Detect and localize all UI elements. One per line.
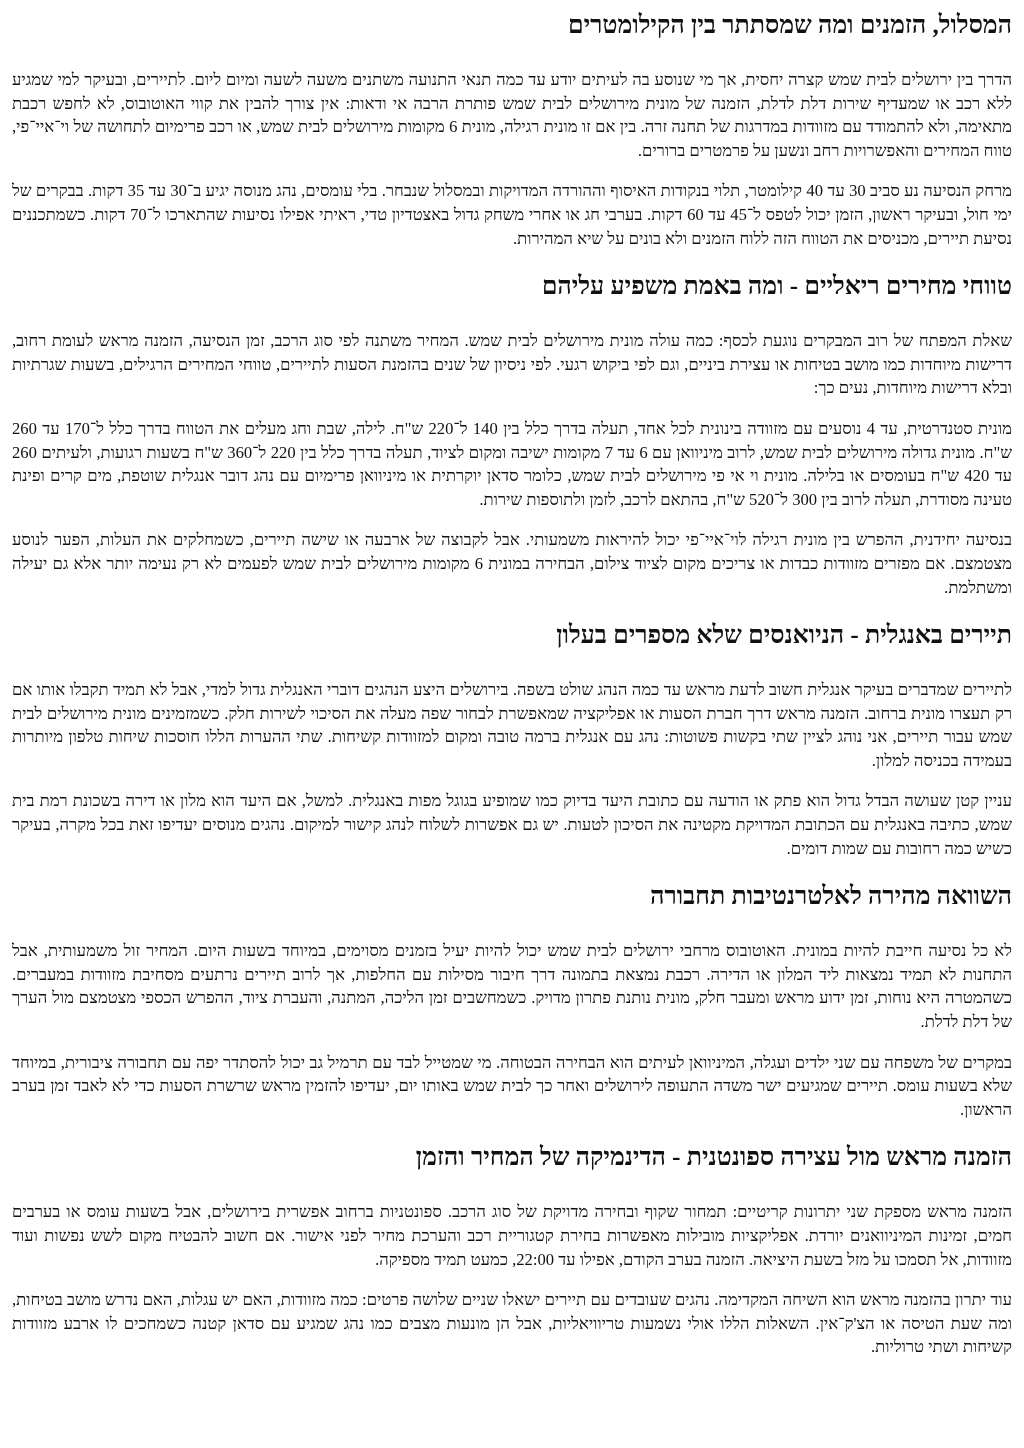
section-english-tourists [12,616,1012,860]
paragraph: לא כל נסיעה חייבת להיות במונית. האוטובוס מרחבי ירושלים לבית שמש יכול להיות יעיל בזמנים מסוימים, במיוחד בשעות היום. המחיר זול משמעותית, אבל התחנות לא תמיד נמצאות ליד המלון או הדירה. רכבת נמצאת בתמונה דרך חיבור מסילות עם החלפות, אך לרוב תיירים נרתעים מסחיבת מזוודות במעברים. כשהמטרה היא נוחות, זמן ידוע מראש ומעבר חלק, מונית נותנת פתרון מדויק. כשמחשבים זמן הליכה, המתנה, והעברת ציוד, ההפרש הכספי מצטמצם מול הערך של דלת לדלת. [12,941,1012,1032]
paragraph: שאלת המפתח של רוב המבקרים נוגעת לכסף: כמה עולה מונית מירושלים לבית שמש. המחיר משתנה לפי סוג הרכב, זמן הנסיעה, הזמנה מראש לעומת רחוב, דרישות מיוחדות כמו מושב בטיחות או עצירת ביניים, וגם לפי ביקוש רגעי. לפי ניסיון של שנים בהזמנת הסעות לתיירים, טווחי המחירים הרגילים, בשעות שגרתיות ובלא דרישות מיוחדות, נעים כך: [12,331,1012,398]
paragraph: בנסיעה יחידנית, ההפרש בין מונית רגילה לוי־איי־פי יכול להיראות משמעותי. אבל לקבוצה של ארבעה או שישה תיירים, כשמחלקים את העלות, הפער לנוסע מצטמצם. אם מפזרים מזוודות כבדות או צריכים מקום לציוד צילום, הבחירה במונית 6 מקומות מירושלים לבית שמש לפעמים לא רק נעימה יותר אלא גם יעילה ומשתלמת. [12,530,1012,597]
paragraph: מונית סטנדרטית, עד 4 נוסעים עם מזוודה בינונית לכל אחד, תעלה בדרך כלל בין 140 ל־220 ש"ח. לילה, שבת וחג מעלים את הטווח בדרך כלל ל־170 עד 260 ש"ח. מונית גדולה מירושלים לבית שמש, לרוב מיניוואן עם 6 עד 7 מקומות ישיבה ומקום לציוד, תעלה בדרך כלל בין 220 ל־360 ש"ח בשעות רגועות, ולעיתים 260 עד 420 ש"ח בעומסים או בלילה. מונית וי אי פי מירושלים לבית שמש, כלומר סדאן יוקרתית או מיניוואן פרימיום עם נהג דובר אנגלית שוטפת, מים קרים ופינת טעינה מסודרת, תעלה לרוב בין 300 ל־520 ש"ח, בהתאם לרכב, לזמן ולתוספות שירות. [12,418,1013,509]
paragraph: הזמנה מראש מספקת שני יתרונות קריטיים: תמחור שקוף ובחירה מדויקת של סוג הרכב. ספונטניות ברחוב אפשרית בירושלים, אבל בשעות עומס או בערבים חמים, זמינות המיניוואנים יורדת. אפליקציות מובילות מאפשרות בחירת קטגוריית רכב והערכת מחיר לפני אישור. אם חשוב להבטיח מקום לשש נפשות ועוד מזוודות, אל תסמכו על מזל בשעת היציאה. הזמנה בערב הקודם, אפילו עד 22:00, כמעט תמיד מספיקה. [12,1202,1012,1269]
section-heading: טווחי מחירים ריאליים - ומה באמת משפיע עליהם [541,273,1012,301]
section-route-times [12,6,1012,250]
section-price-ranges [12,267,1012,599]
section-heading: המסלול, הזמנים ומה שמסתתר בין הקילומטרים [567,12,1012,39]
section-advance-booking [12,1138,1012,1359]
section-transport-alternatives [12,877,1012,1121]
paragraph: עוד יתרון בהזמנה מראש הוא השיחה המקדימה. נהגים שעובדים עם תיירים ישאלו שניים שלושה פרטים: כמה מזוודות, האם יש עגלות, האם נדרש מושב בטיחות, ומה שעת הטיסה או הצ'ק־אין. השאלות הללו אולי נשמעות טריוויאליות, אבל הן מונעות מצבים כמו נהג שמגיע עם סדאן קטנה כשמחכים לו ארבע מזוודות קשיחות ושתי טרוליות. [12,1290,1012,1357]
section-heading: תיירים באנגלית - הניואנסים שלא מספרים בעלון [556,622,1012,650]
paragraph: במקרים של משפחה עם שני ילדים ועגלה, המיניוואן לעיתים הוא הבחירה הבטוחה. מי שמטייל לבד עם תרמיל גב יכול להסתדר יפה עם תחבורה ציבורית, במיוחד שלא בשעות עומס. תיירים שמגיעים ישר משדה התעופה לירושלים ואחר כך לבית שמש באותו יום, יעדיפו להזמין מראש שרשרת הסעות כדי לא לאבד זמן בערב הראשון. [12,1052,1012,1119]
paragraph: הדרך בין ירושלים לבית שמש קצרה יחסית, אך מי שנוסע בה לעיתים יודע עד כמה תנאי התנועה משתנים משעה לשעה ומיום ליום. לתיירים, ובעיקר למי שמגיע ללא רכב או שמעדיף שירות דלת לדלת, הזמנה של מונית מירושלים לבית שמש פותרת הרבה אי ודאות: אין צורך להבין את קווי האוטובוס, לא לחפש רכבת מתאימה, ולא להתמודד עם מזוודות במדרגות של תחנה זרה. בין אם זו מונית רגילה, מונית 6 מקומות מירושלים לבית שמש, או רכב פרימיום לתחושה של וי־איי־פי, טווח המחירים והאפשרויות רחב ונשען על פרמטרים ברורים. [12,70,1012,160]
section-heading: השוואה מהירה לאלטרנטיבות תחבורה [650,883,1012,911]
section-heading: הזמנה מראש מול עצירה ספונטנית - הדינמיקה של המחיר והזמן [415,1144,1012,1172]
paragraph: לתיירים שמדברים בעיקר אנגלית חשוב לדעת מראש עד כמה הנהג שולט בשפה. בירושלים היצע הנהגים דוברי האנגלית גדול למדי, אבל לא תמיד תקבלו אותו אם רק תעצרו מונית ברחוב. הזמנה מראש דרך חברת הסעות או אפליקציה שמאפשרת לבחור שפה מעלה את הסיכוי לשירות חלק. כשמזמינים מונית מירושלים לבית שמש עבור תיירים, אני נוהג לציין שתי בקשות פשוטות: נהג עם אנגלית ברמה טובה ומקום למזוודות קשיחות. שתי ההערות הללו חוסכות שיחות טלפון מיותרות בעמידה בכניסה למלון. [12,680,1012,770]
paragraph: עניין קטן שעושה הבדל גדול הוא פתק או הודעה עם כתובת היעד בדיוק כמו שמופיע בגוגל מפות באנגלית. למשל, אם היעד הוא מלון או דירה בשכונת רמת בית שמש, כתיבה באנגלית עם הכתובת המדויקת מקטינה את הסיכון לטעות. יש גם אפשרות לשלוח לנהג קישור למיקום. נהגים מנוסים יעדיפו זאת בכל מקרה, בעיקר כשיש כמה רחובות עם שמות דומים. [12,791,1012,858]
paragraph: מרחק הנסיעה נע סביב 30 עד 40 קילומטר, תלוי בנקודות האיסוף וההורדה המדויקות ובמסלול שנבחר. בלי עומסים, נהג מנוסה יגיע ב־30 עד 35 דקות. בבקרים של ימי חול, ובעיקר ראשון, הזמן יכול לטפס ל־45 עד 60 דקות. בערבי חג או אחרי משחק גדול באצטדיון טדי, ראיתי אפילו נסיעות שהתארכו ל־70 דקות. כשמתכננים נסיעת תיירים, מכניסים את הטווח הזה ללוח הזמנים ולא בונים על שיא המהירות. [12,181,1012,248]
